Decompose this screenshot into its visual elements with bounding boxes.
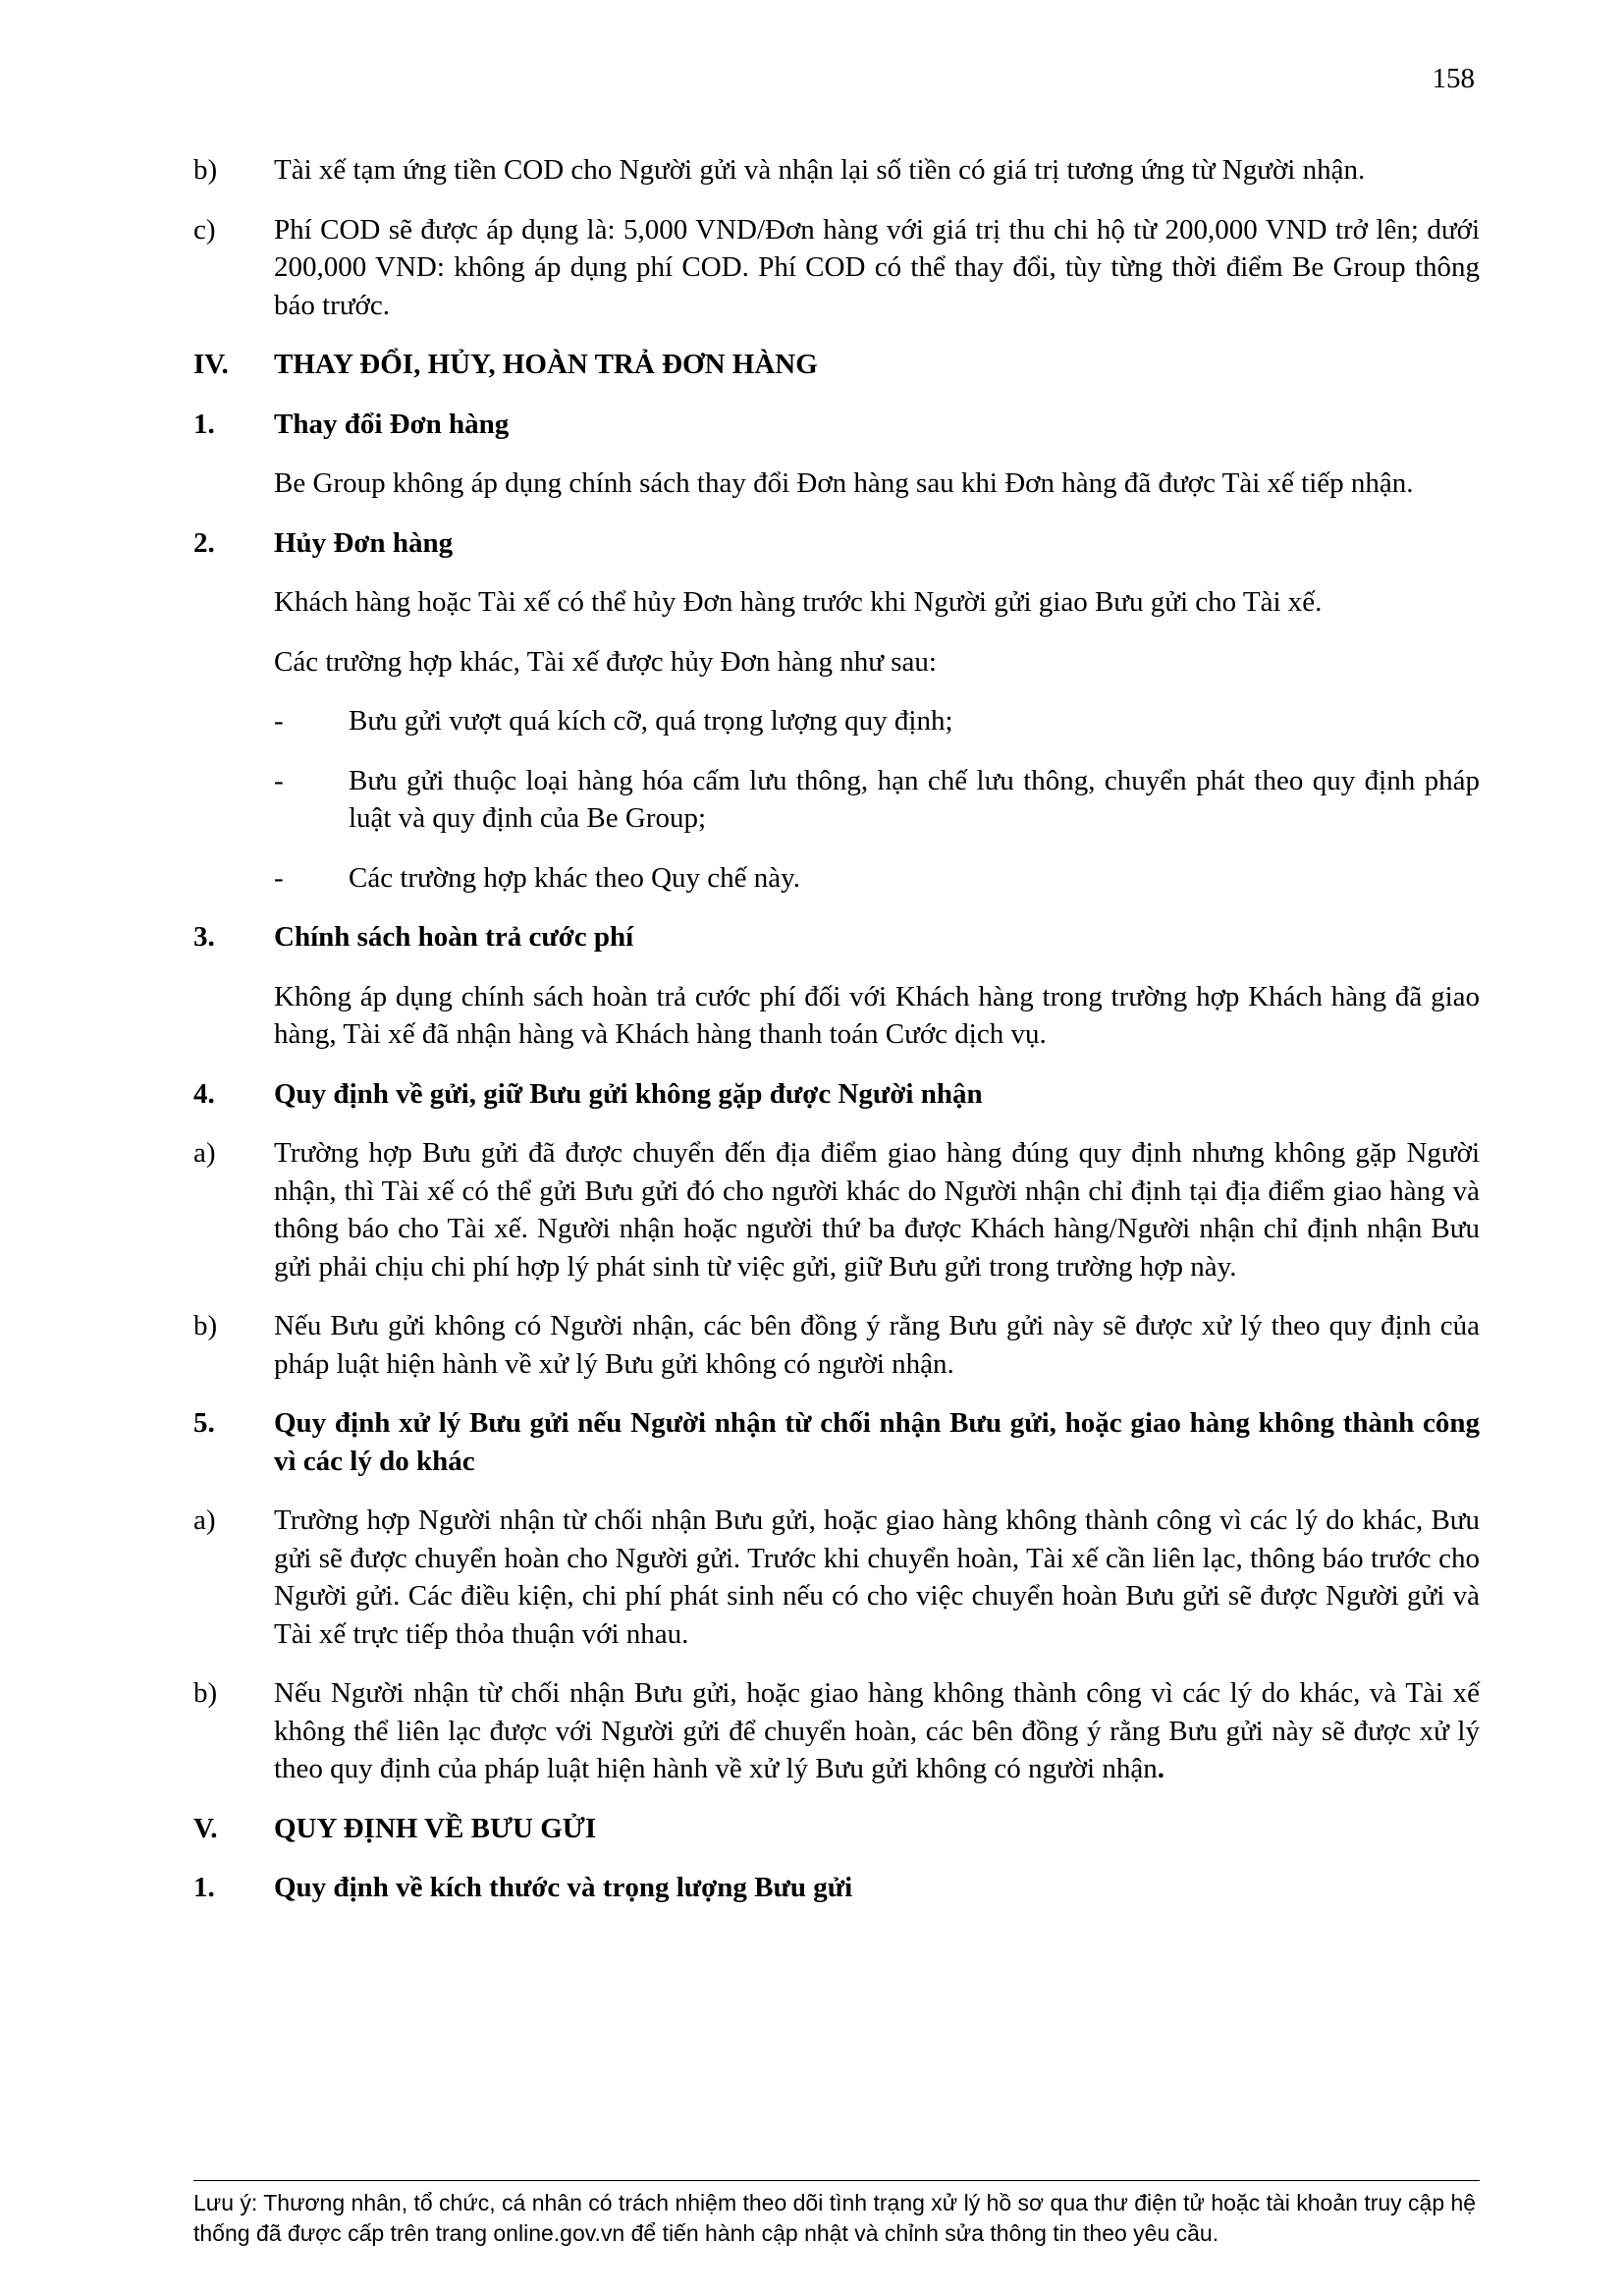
list-marker: c) (193, 213, 216, 246)
list-marker: b) (193, 1677, 218, 1709)
subsection-heading (193, 1869, 1480, 1907)
heading-text: Quy định xử lý Bưu gửi nếu Người nhận từ chối nhận Bưu gửi, hoặc giao hàng không thành công vì các lý do khác (274, 1407, 1480, 1477)
heading-text: Thay đổi Đơn hàng (274, 408, 510, 440)
subsection-heading (193, 406, 1480, 444)
footer-divider (193, 2180, 1480, 2181)
heading-number: 2. (193, 526, 215, 559)
heading-text: QUY ĐỊNH VỀ BƯU GỬI (274, 1812, 597, 1844)
list-item (193, 1502, 1480, 1653)
heading-number: 4. (193, 1077, 215, 1110)
list-marker: b) (193, 1310, 218, 1341)
paragraph: Be Group không áp dụng chính sách thay đổi Đơn hàng sau khi Đơn hàng đã được Tài xế tiếp nhận. (274, 467, 1414, 499)
list-item-text: Phí COD sẽ được áp dụng là: 5,000 VND/Đơn hàng với giá trị thu chi hộ từ 200,000 VND trở lên; dưới 200,000 VND: không áp dụng phí COD. Phí COD có thể thay đổi, tùy từng thời điểm Be Group thông báo trước. (274, 213, 1480, 321)
paragraph: Các trường hợp khác, Tài xế được hủy Đơn hàng như sau: (274, 645, 937, 678)
list-item-text: Nếu Bưu gửi không có Người nhận, các bên đồng ý rằng Bưu gửi này sẽ được xử lý theo quy định của pháp luật hiện hành về xử lý Bưu gửi không có người nhận. (274, 1310, 1480, 1380)
subsection-heading (193, 524, 1480, 563)
section-heading (193, 346, 1480, 384)
bullet-text: Các trường hợp khác theo Quy chế này. (349, 861, 801, 894)
heading-number: 3. (193, 921, 215, 953)
bullet-item (274, 859, 1480, 898)
list-item (193, 151, 1480, 190)
bullet-text: Bưu gửi thuộc loại hàng hóa cấm lưu thông, hạn chế lưu thông, chuyển phát theo quy định pháp luật và quy định của Be Group; (349, 764, 1480, 834)
list-item (193, 211, 1480, 325)
document-body (193, 151, 1480, 1929)
heading-number: 1. (193, 1872, 215, 1903)
bullet-dash: - (274, 764, 284, 796)
heading-text: Hủy Đơn hàng (274, 526, 454, 559)
list-marker: a) (193, 1504, 216, 1536)
heading-number: V. (193, 1812, 218, 1844)
bullet-item (274, 762, 1480, 838)
subsection-heading (193, 918, 1480, 957)
bullet-dash: - (274, 861, 284, 894)
list-item-text: Trường hợp Bưu gửi đã được chuyển đến địa điểm giao hàng đúng quy định nhưng không gặp Người nhận, thì Tài xế có thể gửi Bưu gửi đó cho người khác do Người nhận chỉ định tại địa điểm giao hàng và thông báo cho Tài xế. Người nhận hoặc người thứ ba được Khách hàng/Người nhận chỉ định nhận Bưu gửi phải chịu chi phí hợp lý phát sinh từ việc gửi, giữ Bưu gửi trong trường hợp này. (274, 1137, 1480, 1283)
subsection-heading (193, 1075, 1480, 1114)
list-item-text: Tài xế tạm ứng tiền COD cho Người gửi và nhận lại số tiền có giá trị tương ứng từ Người nhận. (274, 154, 1366, 186)
bullet-text: Bưu gửi vượt quá kích cỡ, quá trọng lượng quy định; (349, 705, 953, 737)
bullet-dash: - (274, 705, 284, 737)
heading-text: Chính sách hoàn trả cước phí (274, 921, 634, 953)
list-item (193, 1674, 1480, 1788)
heading-number: 1. (193, 408, 215, 440)
heading-text: THAY ĐỔI, HỦY, HOÀN TRẢ ĐƠN HÀNG (274, 349, 818, 380)
subsection-heading (193, 1404, 1480, 1480)
heading-number: 5. (193, 1407, 215, 1439)
page-number: 158 (1432, 63, 1475, 94)
bullet-item (274, 702, 1480, 740)
section-heading (193, 1810, 1480, 1848)
list-marker: b) (193, 154, 218, 186)
list-item (193, 1307, 1480, 1383)
paragraph: Không áp dụng chính sách hoàn trả cước phí đối với Khách hàng trong trường hợp Khách hàng đã giao hàng, Tài xế đã nhận hàng và Khách hàng thanh toán Cước dịch vụ. (274, 980, 1480, 1050)
list-item-text: Trường hợp Người nhận từ chối nhận Bưu gửi, hoặc giao hàng không thành công vì các lý do khác, Bưu gửi sẽ được chuyển hoàn cho Người gửi. Trước khi chuyển hoàn, Tài xế cần liên lạc, thông báo trước cho Người gửi. Các điều kiện, chi phí phát sinh nếu có cho việc chuyển hoàn Bưu gửi sẽ được Người gửi và Tài xế trực tiếp thỏa thuận với nhau. (274, 1504, 1480, 1650)
heading-text: Quy định về kích thước và trọng lượng Bưu gửi (274, 1872, 853, 1903)
trailing-period: . (1157, 1753, 1164, 1784)
heading-text: Quy định về gửi, giữ Bưu gửi không gặp được Người nhận (274, 1077, 983, 1110)
heading-number: IV. (193, 349, 229, 380)
footer-note: Lưu ý: Thương nhân, tổ chức, cá nhân có trách nhiệm theo dõi tình trạng xử lý hồ sơ qua thư điện tử hoặc tài khoản truy cập hệ thống đã được cấp trên trang online.gov.vn để tiến hành cập nhật và chỉnh sửa thông tin theo yêu cầu. (193, 2190, 1477, 2246)
list-item-text: Nếu Người nhận từ chối nhận Bưu gửi, hoặc giao hàng không thành công vì các lý do khác, và Tài xế không thể liên lạc được với Người gửi để chuyển hoàn, các bên đồng ý rằng Bưu gửi này sẽ được xử lý theo quy định của pháp luật hiện hành về xử lý Bưu gửi không có người nhận (274, 1677, 1480, 1784)
list-marker: a) (193, 1137, 216, 1169)
list-item (193, 1134, 1480, 1285)
paragraph: Khách hàng hoặc Tài xế có thể hủy Đơn hàng trước khi Người gửi giao Bưu gửi cho Tài xế. (274, 586, 1323, 618)
